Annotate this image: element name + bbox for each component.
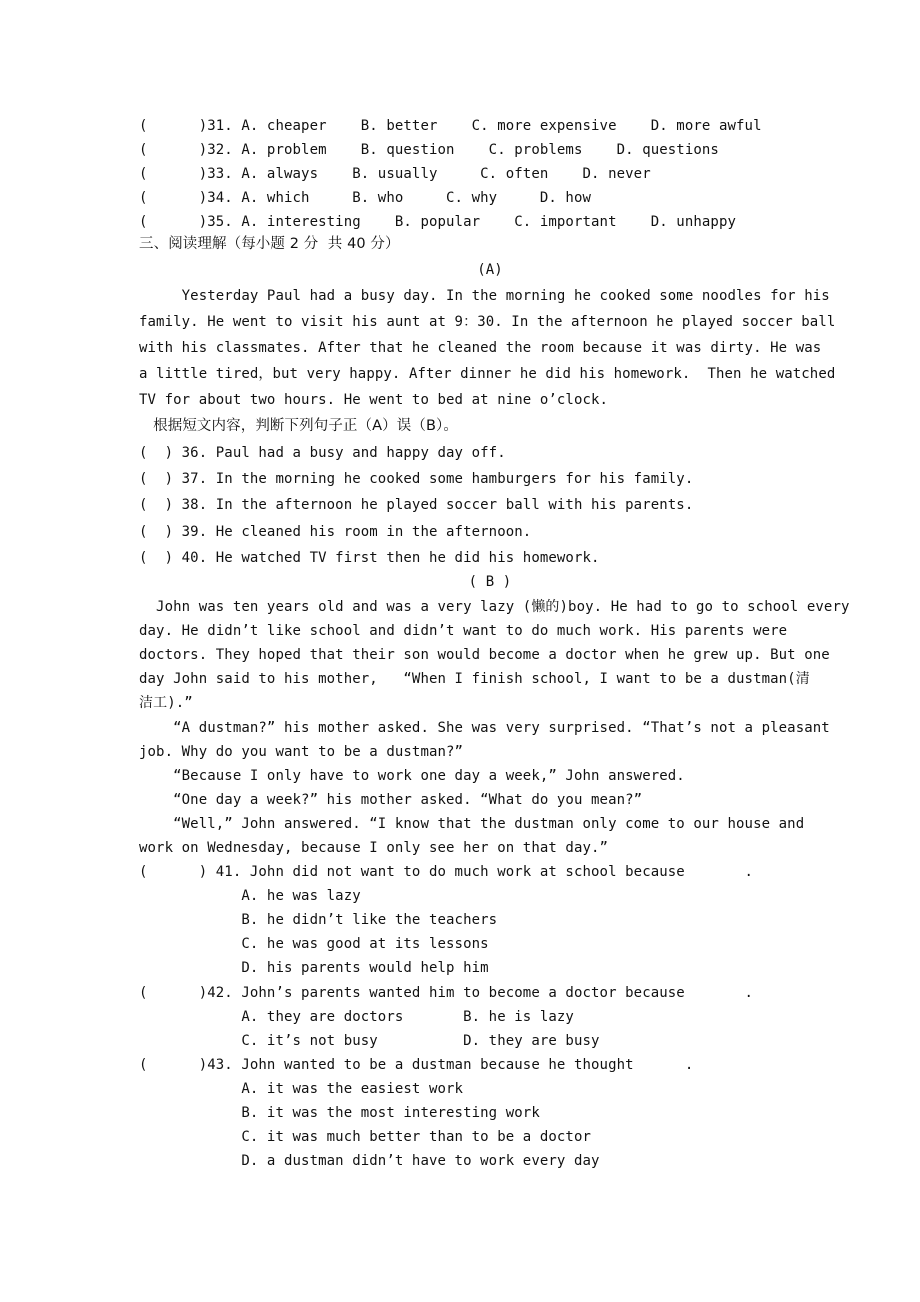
passage-b-line: “Because I only have to work one day a week,” John answered. <box>139 768 685 784</box>
passage-a-label: (A) <box>477 262 503 278</box>
question-41-option-d: D. his parents would help him <box>139 960 489 976</box>
passage-a-line: a little tired，but very happy. After dinner he did his homework. Then he watched <box>139 366 836 382</box>
question-43-option-b: B. it was the most interesting work <box>139 1105 540 1121</box>
question-36: ( ) 36. Paul had a busy and happy day off. <box>139 445 506 461</box>
passage-b-line: “Well,” John answered. “I know that the dustman only come to our house and <box>139 816 805 832</box>
question-42-options-cd: C. it’s not busy D. they are busy <box>139 1033 600 1049</box>
question-41-option-a: A. he was lazy <box>139 888 361 904</box>
passage-a-instruction: 根据短文内容，判断下列句子正（A）误（B）。 <box>139 418 458 434</box>
passage-b-line: day John said to his mother, “When I finish school, I want to be a dustman(清 <box>139 671 810 687</box>
question-41: ( ) 41. John did not want to do much work at school because . <box>139 864 754 880</box>
passage-b-line: “One day a week?” his mother asked. “What do you mean?” <box>139 792 643 808</box>
section-title: 三、阅读理解（每小题 2 分 共 40 分） <box>139 236 400 252</box>
passage-a-line: family. He went to visit his aunt at 9：30. In the afternoon he played soccer ball <box>139 314 836 330</box>
cloze-option-33: ( )33. A. always B. usually C. often D. never <box>139 166 651 182</box>
question-41-option-b: B. he didn’t like the teachers <box>139 912 498 928</box>
passage-a-line: TV for about two hours. He went to bed at nine o’clock. <box>139 392 609 408</box>
question-43-option-d: D. a dustman didn’t have to work every day <box>139 1153 600 1169</box>
passage-b-line: work on Wednesday, because I only see her on that day.” <box>139 840 609 856</box>
passage-b-line: “A dustman?” his mother asked. She was very surprised. “That’s not a pleasant <box>139 720 830 736</box>
cloze-option-31: ( )31. A. cheaper B. better C. more expensive D. more awful <box>139 118 762 134</box>
passage-b-label: ( B ) <box>468 574 512 590</box>
question-38: ( ) 38. In the afternoon he played soccer ball with his parents. <box>139 497 694 513</box>
question-43-option-a: A. it was the easiest work <box>139 1081 464 1097</box>
question-39: ( ) 39. He cleaned his room in the afternoon. <box>139 524 532 540</box>
passage-b-line: doctors. They hoped that their son would become a doctor when he grew up. But one <box>139 647 830 663</box>
question-40: ( ) 40. He watched TV first then he did his homework. <box>139 550 600 566</box>
question-42: ( )42. John’s parents wanted him to become a doctor because . <box>139 985 754 1001</box>
question-37: ( ) 37. In the morning he cooked some hamburgers for his family. <box>139 471 694 487</box>
passage-a-line: with his classmates. After that he cleaned the room because it was dirty. He was <box>139 340 822 356</box>
cloze-option-32: ( )32. A. problem B. question C. problems D. questions <box>139 142 719 158</box>
question-43: ( )43. John wanted to be a dustman because he thought . <box>139 1057 694 1073</box>
passage-a-line: Yesterday Paul had a busy day. In the morning he cooked some noodles for his <box>139 288 830 304</box>
passage-b-line: job. Why do you want to be a dustman?” <box>139 744 464 760</box>
cloze-option-35: ( )35. A. interesting B. popular C. important D. unhappy <box>139 214 737 230</box>
passage-b-line: 洁工).” <box>139 695 193 711</box>
question-41-option-c: C. he was good at its lessons <box>139 936 489 952</box>
question-43-option-c: C. it was much better than to be a doctor <box>139 1129 592 1145</box>
question-42-options-ab: A. they are doctors B. he is lazy <box>139 1009 574 1025</box>
passage-b-line: day. He didn’t like school and didn’t want to do much work. His parents were <box>139 623 788 639</box>
cloze-option-34: ( )34. A. which B. who C. why D. how <box>139 190 592 206</box>
passage-b-line: John was ten years old and was a very lazy (懒的)boy. He had to go to school every <box>139 599 850 615</box>
